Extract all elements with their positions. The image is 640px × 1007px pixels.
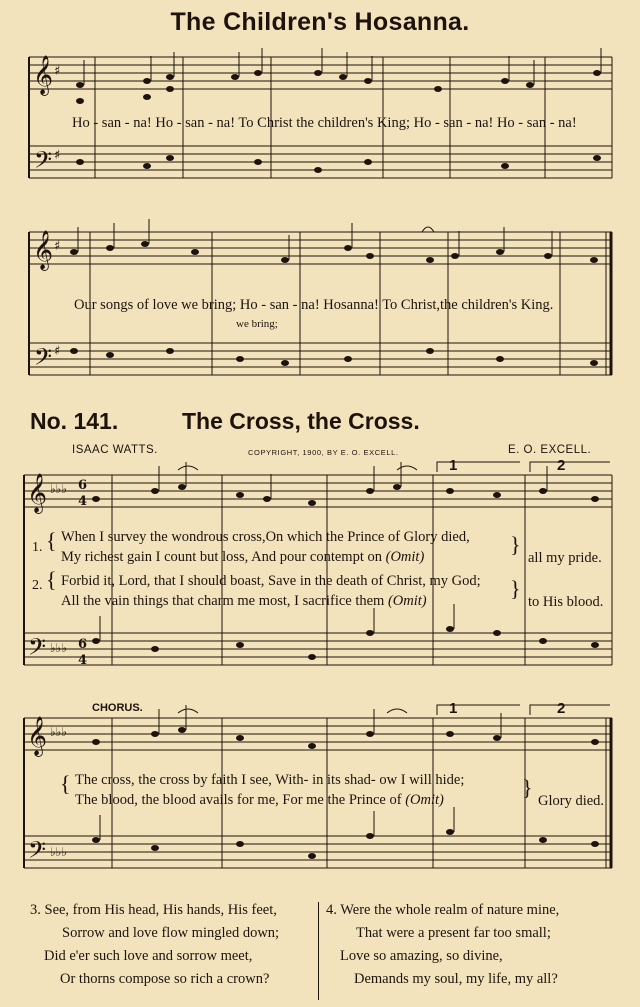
stanza-divider [318,902,319,1000]
stanza-line: Love so amazing, so divine, [340,948,503,964]
verse-ending: to His blood. [528,594,604,610]
svg-text:𝄞: 𝄞 [33,230,54,270]
chorus-ending-1-label: 1 [449,700,458,717]
chorus-ending: Glory died. [538,793,605,809]
copyright-notice: COPYRIGHT, 1900, BY E. O. EXCELL. [248,448,399,457]
svg-text:𝄢: 𝄢 [34,343,53,376]
omit-mark: (Omit) [385,549,425,565]
stanza-line: Demands my soul, my life, my all? [354,971,558,987]
verse-line: All the vain things that charm me most, I sacrifice them [61,593,385,609]
omit-mark: (Omit) [387,593,427,609]
svg-text:𝄢: 𝄢 [34,146,53,179]
svg-text:𝄞: 𝄞 [27,473,48,513]
chorus-line: The cross, the cross by faith I see, With- in its shad- ow I will hide; [75,772,465,788]
stanza-line: Sorrow and love flow mingled down; [62,925,280,941]
svg-text:♭♭♭: ♭♭♭ [50,845,67,859]
stanza-line: That were a present far too small; [356,925,551,941]
verse-line: Forbid it, Lord, that I should boast, Save in the death of Christ, my God; [61,573,481,589]
verse-number: 2. [32,578,43,593]
svg-text:4: 4 [78,653,88,668]
lyric-line: Ho - san - na! Ho - san - na! To Christ the children's King; Ho - san - na! Ho - san - na! [72,115,577,131]
stanza-3 [30,899,279,991]
svg-text:𝄞: 𝄞 [33,55,54,95]
svg-text:𝄞: 𝄞 [27,716,48,756]
svg-text:𝄢: 𝄢 [28,836,47,869]
noteheads [70,70,604,859]
lyric-cue: we bring; [236,318,278,330]
svg-text:♯: ♯ [54,64,61,79]
ending-2-label: 2 [557,457,566,474]
clefs [27,55,87,869]
svg-text:♯: ♯ [54,148,61,163]
verse-line: When I survey the wondrous cross,On which the Prince of Glory died, [61,529,470,545]
verse-number: 1. [32,540,43,555]
lyric-line: Our songs of love we bring; Ho - san - na! Hosanna! To Christ,the children's King. [74,297,554,313]
svg-text:4: 4 [78,494,88,509]
hymn-title: The Cross, the Cross. [182,408,420,434]
stanza-line: Or thorns compose so rich a crown? [60,971,270,987]
stanza-4 [326,899,559,991]
svg-text:♯: ♯ [54,239,61,254]
stanza-line: 4. Were the whole realm of nature mine, [326,902,560,918]
svg-text:6: 6 [78,637,88,652]
chorus-ending-2-label: 2 [557,700,566,717]
stanza-line: Did e'er such love and sorrow meet, [44,948,253,964]
omit-mark: (Omit) [405,792,444,808]
hymn-title: The Children's Hosanna. [170,8,470,36]
svg-text:♭♭♭: ♭♭♭ [50,641,67,655]
ending-1-label: 1 [449,457,458,474]
author-credit: ISAAC WATTS. [72,444,158,456]
svg-text:6: 6 [78,478,88,493]
chorus-label: CHORUS. [92,702,143,714]
svg-text:𝄢: 𝄢 [28,633,47,666]
svg-text:♭♭♭: ♭♭♭ [50,482,67,496]
svg-text:♭♭♭: ♭♭♭ [50,725,67,739]
verse-ending: all my pride. [528,550,602,566]
stanza-line: 3. See, from His head, His hands, His feet, [30,902,277,918]
verse-line: My richest gain I count but loss, And pour contempt on [61,549,382,565]
composer-credit: E. O. EXCELL. [508,444,592,456]
svg-text:♯: ♯ [54,344,61,359]
hymn-number: No. 141. [30,408,119,434]
chorus-line: The blood, the blood avails for me, For me the Prince of [75,792,402,808]
